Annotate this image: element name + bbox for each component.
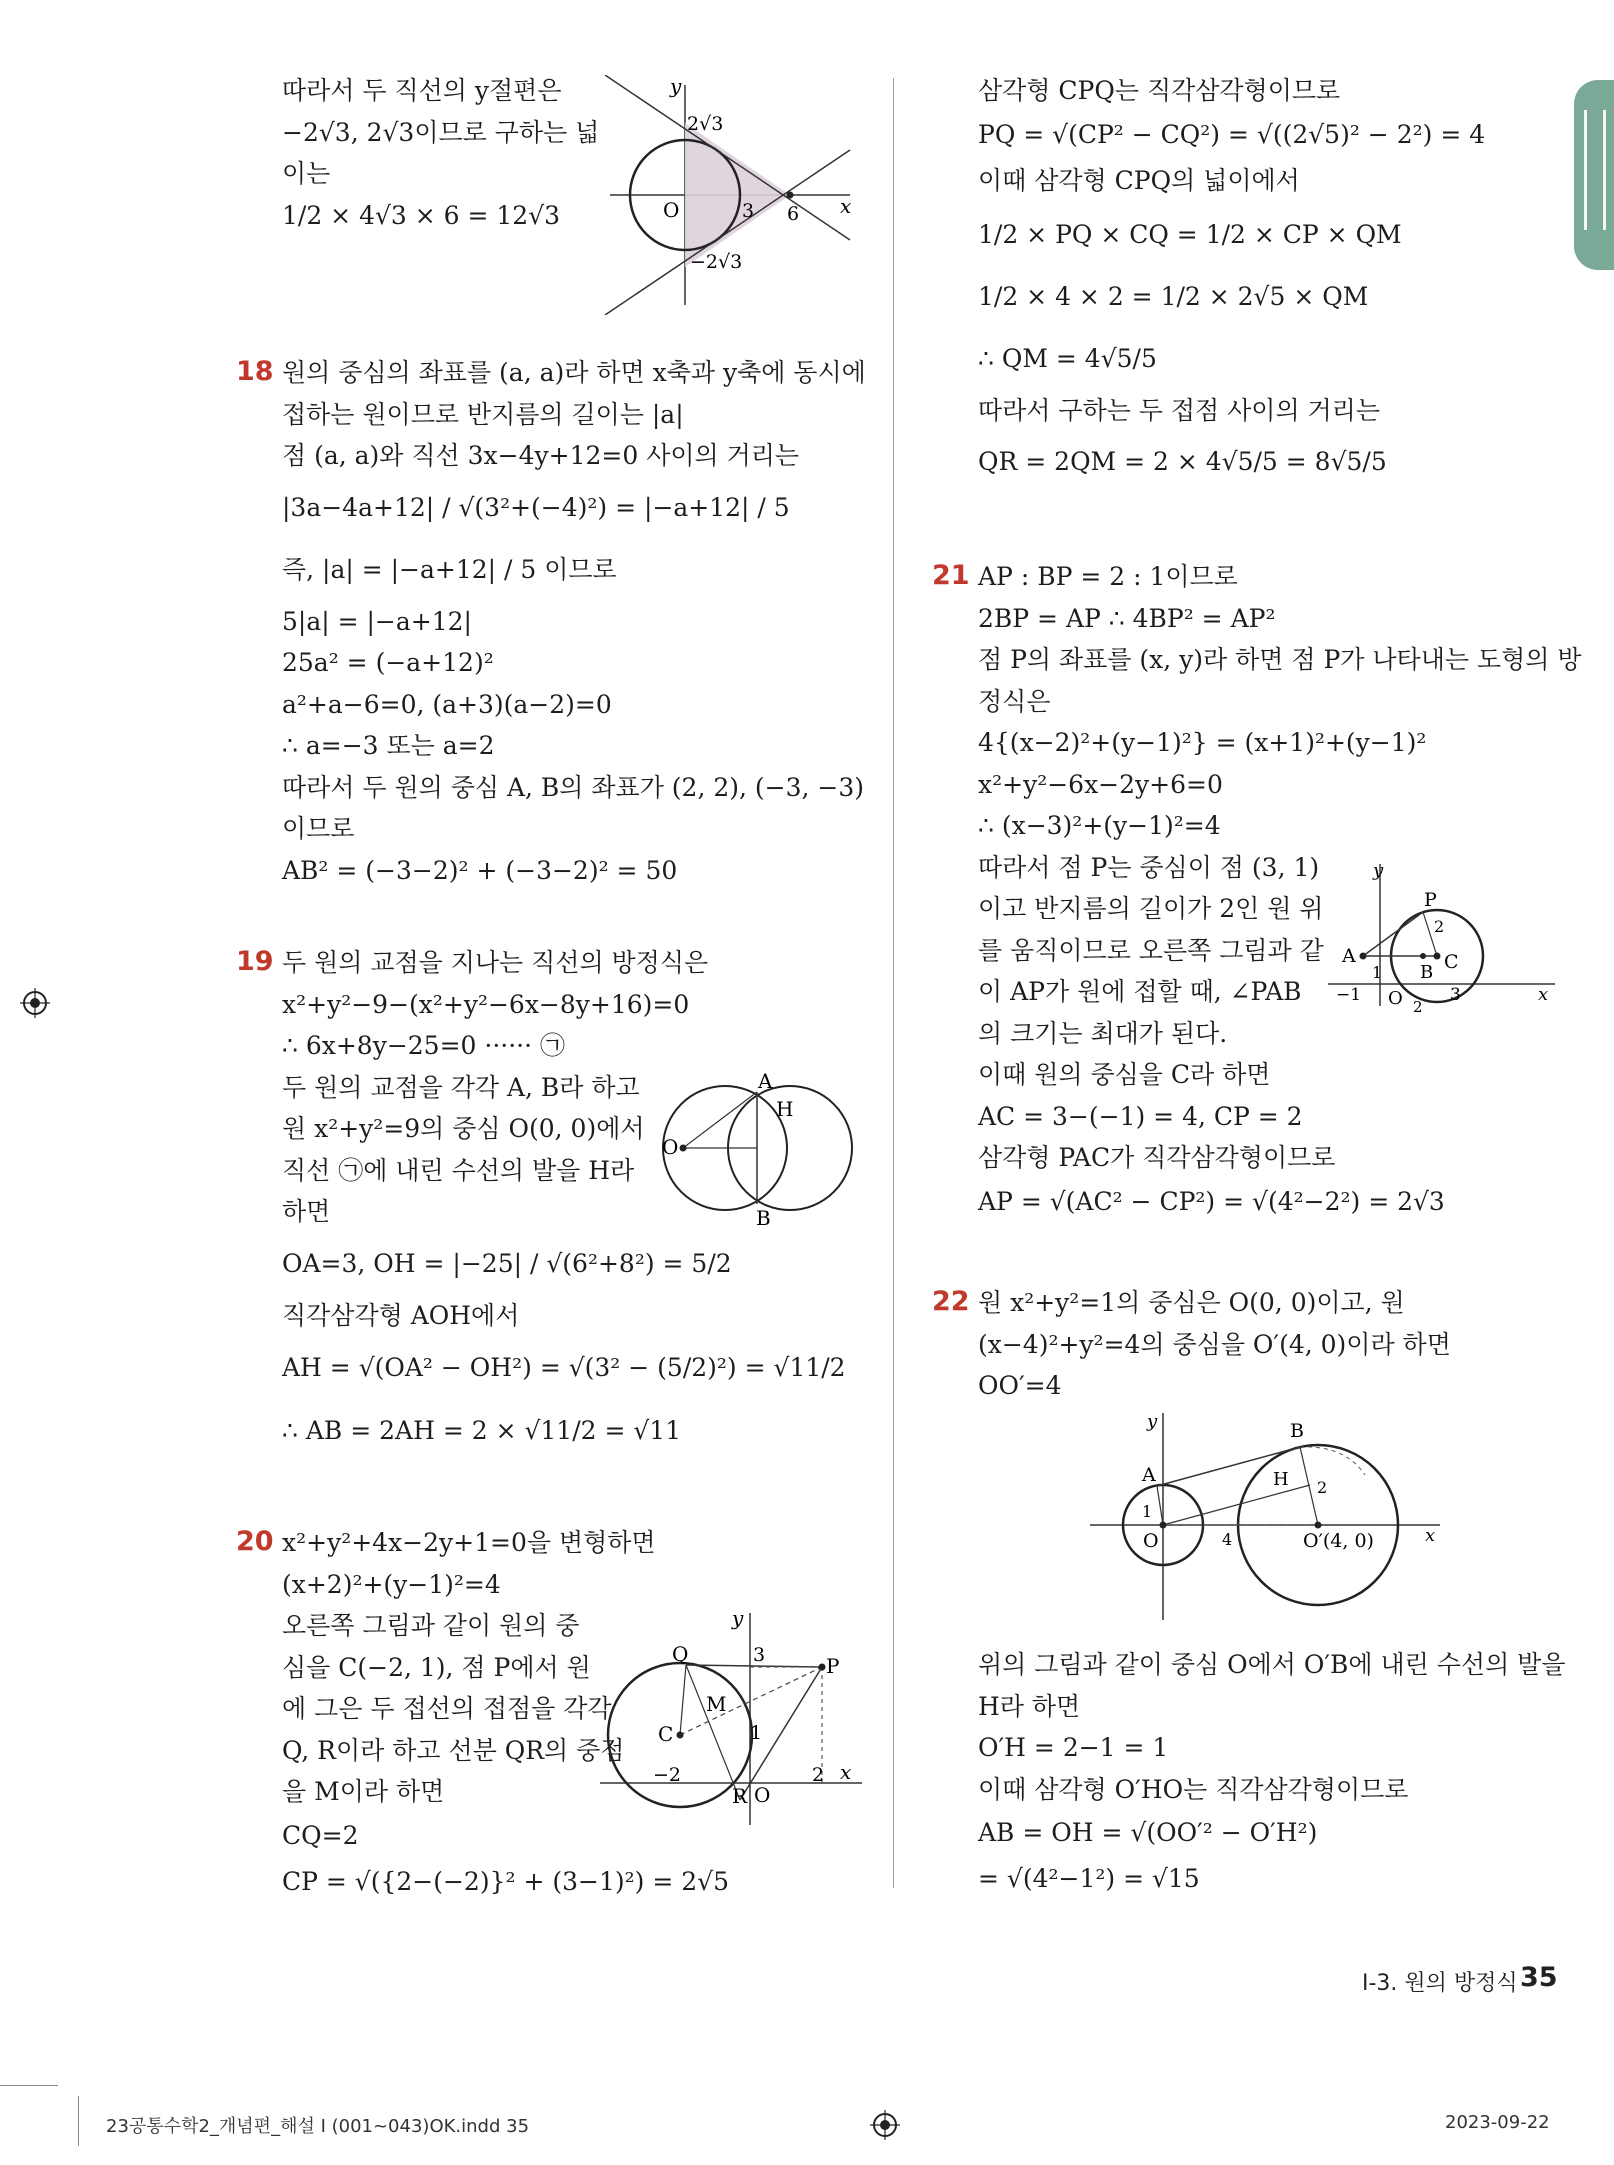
- label-distance-4: 4: [1222, 1530, 1233, 1549]
- text-line: ∴ (x−3)²+(y−1)²=4: [978, 811, 1221, 840]
- text-line: |3a−4a+12| / √(3²+(−4)²) = |−a+12| / 5: [282, 492, 790, 522]
- text-line: x²+y²−9−(x²+y²−6x−8y+16)=0: [282, 989, 690, 1019]
- text-line: 원 x²+y²=9의 중심 O(0, 0)에서: [282, 1114, 645, 1143]
- tangent-ap: [1363, 912, 1423, 956]
- axis-label-x: x: [840, 194, 852, 218]
- text-line: H라 하면: [978, 1691, 1081, 1721]
- label-neg-2root3: −2√3: [690, 251, 743, 273]
- text-line: 이때 삼각형 O′HO는 직각삼각형이므로: [978, 1774, 1409, 1804]
- print-date: 2023-09-22: [1445, 2112, 1550, 2133]
- label-o: O: [1388, 988, 1403, 1009]
- text-line: = √(4²−1²) = √15: [978, 1864, 1200, 1893]
- label-o: O: [662, 1135, 679, 1159]
- text-line: 두 원의 교점을 지나는 직선의 방정식은: [282, 948, 709, 977]
- label-p: P: [1424, 889, 1437, 911]
- origin-label: O: [663, 198, 680, 222]
- segment-o-prime-b: [1300, 1447, 1318, 1525]
- text-line: 접하는 원이므로 반지름의 길이는 |a|: [282, 399, 684, 429]
- text-line: 직선 ㉠에 내린 수선의 발을 H라: [282, 1155, 635, 1185]
- label-b: B: [1420, 962, 1434, 983]
- text-line: 원의 중심의 좌표를 (a, a)라 하면 x축과 y축에 동시에: [282, 358, 866, 387]
- text-line: 원 x²+y²=1의 중심은 O(0, 0)이고, 원: [978, 1288, 1405, 1317]
- axis-label-y: y: [670, 75, 682, 98]
- text-line: 이때 삼각형 CPQ의 넓이에서: [978, 165, 1300, 195]
- label-radius-2: 2: [1434, 917, 1445, 936]
- text-line: x²+y²−6x−2y+6=0: [978, 769, 1223, 799]
- point-6: [787, 192, 794, 199]
- label-6: 6: [787, 203, 800, 225]
- label-c: C: [658, 1722, 674, 1746]
- text-line: 5|a| = |−a+12|: [282, 606, 472, 636]
- point-p: [819, 1664, 826, 1671]
- text-line: 1/2 × 4√3 × 6 = 12√3: [282, 200, 561, 230]
- figure-21: [1320, 856, 1560, 1016]
- text-line: 를 움직이므로 오른쪽 그림과 같: [978, 935, 1324, 965]
- label-a: A: [1342, 945, 1356, 967]
- axis-label-x: x: [1425, 1525, 1436, 1546]
- text-line: PQ = √(CP² − CQ²) = √((2√5)² − 2²) = 4: [978, 119, 1486, 149]
- text-line: 삼각형 PAC가 직각삼각형이므로: [978, 1143, 1336, 1172]
- tick-1: 1: [750, 1722, 763, 1744]
- problem-number-18: 18: [236, 356, 274, 387]
- text-line: 이고 반지름의 길이가 2인 원 위: [978, 894, 1324, 923]
- arc-guide: [1300, 1447, 1365, 1475]
- figure-19: [660, 1070, 860, 1225]
- text-line: 25a² = (−a+12)²: [282, 648, 494, 677]
- text-line: 점 (a, a)와 직선 3x−4y+12=0 사이의 거리는: [282, 441, 800, 470]
- print-file-info: 23공통수학2_개념편_해설 I (001~043)OK.indd 35: [106, 2116, 530, 2137]
- label-r: R: [732, 1784, 748, 1808]
- text-line: 따라서 두 원의 중심 A, B의 좌표가 (2, 2), (−3, −3): [282, 772, 865, 802]
- label-a: A: [758, 1070, 773, 1093]
- axis-label-x: x: [840, 1760, 852, 1784]
- text-line: AB² = (−3−2)² + (−3−2)² = 50: [282, 855, 678, 885]
- registration-mark-icon: [20, 988, 50, 1018]
- text-line: 삼각형 CPQ는 직각삼각형이므로: [978, 76, 1341, 105]
- figure-17: [600, 75, 860, 315]
- text-line: O′H = 2−1 = 1: [978, 1733, 1169, 1762]
- text-line: 정식은: [978, 686, 1051, 716]
- figure-20: [600, 1605, 870, 1835]
- label-h: H: [1273, 1469, 1289, 1490]
- text-line: 이 AP가 원에 접할 때, ∠PAB: [978, 977, 1302, 1006]
- text-line: Q, R이라 하고 선분 QR의 중점: [282, 1735, 625, 1765]
- section-title: I-3. 원의 방정식: [1362, 1971, 1518, 1996]
- problem-number-22: 22: [932, 1286, 970, 1317]
- label-o-prime: O′(4, 0): [1303, 1530, 1374, 1552]
- text-line: 의 크기는 최대가 된다.: [978, 1018, 1228, 1048]
- problem-18-solution: [282, 352, 866, 891]
- figure-22: [1085, 1405, 1445, 1630]
- text-line: 1/2 × 4 × 2 = 1/2 × 2√5 × QM: [978, 281, 1369, 311]
- text-line: 을 M이라 하면: [282, 1777, 445, 1806]
- shaded-region: [685, 123, 790, 267]
- text-line: OA=3, OH = |−25| / √(6²+8²) = 5/2: [282, 1248, 732, 1278]
- problem-22-solution: [978, 1282, 1451, 1407]
- text-line: 2BP = AP ∴ 4BP² = AP²: [978, 603, 1276, 633]
- label-3: 3: [742, 200, 755, 222]
- problem-number-19: 19: [236, 946, 274, 977]
- text-line: 따라서 점 P는 중심이 점 (3, 1): [978, 852, 1320, 882]
- text-line: 직각삼각형 AOH에서: [282, 1300, 520, 1330]
- point-c: [1434, 953, 1441, 960]
- text-line: ∴ a=−3 또는 a=2: [282, 731, 495, 760]
- label-b: B: [1290, 1420, 1304, 1442]
- text-line: OO′=4: [978, 1371, 1062, 1400]
- text-line: 두 원의 교점을 각각 A, B라 하고: [282, 1072, 640, 1102]
- text-line: 오른쪽 그림과 같이 원의 중: [282, 1611, 580, 1640]
- axis-label-y: y: [732, 1606, 744, 1630]
- problem-number-20: 20: [236, 1526, 274, 1557]
- text-line: AC = 3−(−1) = 4, CP = 2: [978, 1101, 1303, 1131]
- crop-mark: [78, 2096, 79, 2146]
- tick-neg1: −1: [1336, 985, 1362, 1005]
- text-line: 이는: [282, 159, 331, 188]
- text-line: AP : BP = 2 : 1이므로: [978, 562, 1238, 591]
- label-b: B: [756, 1206, 771, 1225]
- label-h: H: [776, 1097, 794, 1121]
- point-c: [677, 1732, 684, 1739]
- axis-label-x: x: [1538, 984, 1549, 1005]
- text-line: 즉, |a| = |−a+12| / 5 이므로: [282, 554, 617, 584]
- point-b: [1420, 953, 1426, 959]
- registration-mark-icon: [870, 2110, 900, 2140]
- label-2root3: 2√3: [687, 113, 724, 135]
- label-m: M: [706, 1692, 727, 1716]
- crop-mark: [0, 2085, 58, 2086]
- text-line: 이므로: [282, 814, 355, 843]
- segment-cq: [680, 1665, 686, 1735]
- text-line: AB = OH = √(OO′² − O′H²): [978, 1818, 1318, 1847]
- text-line: (x−4)²+y²=4의 중심을 O′(4, 0)이라 하면: [978, 1329, 1451, 1359]
- column-divider: [893, 78, 894, 1888]
- axis-label-y: y: [1147, 1411, 1158, 1432]
- label-o: O: [1143, 1530, 1159, 1552]
- text-line: 1/2 × PQ × CQ = 1/2 × CP × QM: [978, 219, 1402, 249]
- problem-20-continued: [978, 70, 1485, 493]
- chapter-tab-mark: [1584, 110, 1606, 230]
- text-line: −2√3, 2√3이므로 구하는 넓: [282, 117, 600, 147]
- label-q: Q: [672, 1642, 689, 1666]
- segment-oa: [683, 1092, 757, 1148]
- text-line: 위의 그림과 같이 중심 O에서 O′B에 내린 수선의 발을: [978, 1650, 1566, 1679]
- text-line: ∴ QM = 4√5/5: [978, 343, 1157, 373]
- axis-label-y: y: [1373, 860, 1384, 881]
- text-line: 에 그은 두 접선의 접점을 각각: [282, 1694, 612, 1723]
- problem-17-solution: [282, 70, 599, 236]
- text-line: 4{(x−2)²+(y−1)²} = (x+1)²+(y−1)²: [978, 728, 1427, 757]
- text-line: 점 P의 좌표를 (x, y)라 하면 점 P가 나타내는 도형의 방: [978, 645, 1582, 674]
- text-line: 따라서 구하는 두 접점 사이의 거리는: [978, 395, 1380, 425]
- tick-3: 3: [1450, 985, 1461, 1005]
- text-line: ∴ 6x+8y−25=0 ······ ㉠: [282, 1031, 566, 1060]
- text-line: 따라서 두 직선의 y절편은: [282, 76, 562, 105]
- text-line: CQ=2: [282, 1820, 359, 1850]
- text-line: ∴ AB = 2AH = 2 × √11/2 = √11: [282, 1416, 682, 1445]
- label-c: C: [1444, 951, 1459, 973]
- label-p: P: [826, 1654, 840, 1678]
- point-o-prime: [1315, 1522, 1322, 1529]
- point-o: [680, 1145, 687, 1152]
- problem-22-continued: [978, 1644, 1565, 1902]
- text-line: QR = 2QM = 2 × 4√5/5 = 8√5/5: [978, 447, 1387, 476]
- text-line: 하면: [282, 1197, 331, 1226]
- label-radius-1: 1: [1142, 1502, 1153, 1521]
- page-number: 35: [1520, 1962, 1558, 1993]
- label-a: A: [1142, 1464, 1156, 1486]
- tick-3: 3: [753, 1644, 766, 1666]
- text-line: 이때 원의 중심을 C라 하면: [978, 1060, 1271, 1089]
- point-o: [1160, 1522, 1167, 1529]
- point-a: [1360, 953, 1367, 960]
- text-line: AH = √(OA² − OH²) = √(3² − (5/2)²) = √11/2: [282, 1353, 846, 1382]
- tick-neg2: −2: [653, 1764, 682, 1786]
- text-line: CP = √({2−(−2)}² + (3−1)²) = 2√5: [282, 1866, 729, 1896]
- text-line: 심을 C(−2, 1), 점 P에서 원: [282, 1652, 591, 1682]
- text-line: (x+2)²+(y−1)²=4: [282, 1569, 501, 1599]
- label-1: 1: [1372, 963, 1383, 982]
- text-line: x²+y²+4x−2y+1=0을 변형하면: [282, 1528, 656, 1557]
- label-radius-2: 2: [1317, 1478, 1328, 1497]
- segment-oa: [1157, 1486, 1163, 1525]
- problem-number-21: 21: [932, 560, 970, 591]
- text-line: a²+a−6=0, (a+3)(a−2)=0: [282, 689, 612, 719]
- text-line: AP = √(AC² − CP²) = √(4²−2²) = 2√3: [978, 1186, 1445, 1216]
- tick-2: 2: [812, 1764, 825, 1786]
- chapter-tab: [1574, 80, 1614, 270]
- label-2-bottom: 2: [1413, 998, 1423, 1016]
- label-o: O: [754, 1783, 771, 1807]
